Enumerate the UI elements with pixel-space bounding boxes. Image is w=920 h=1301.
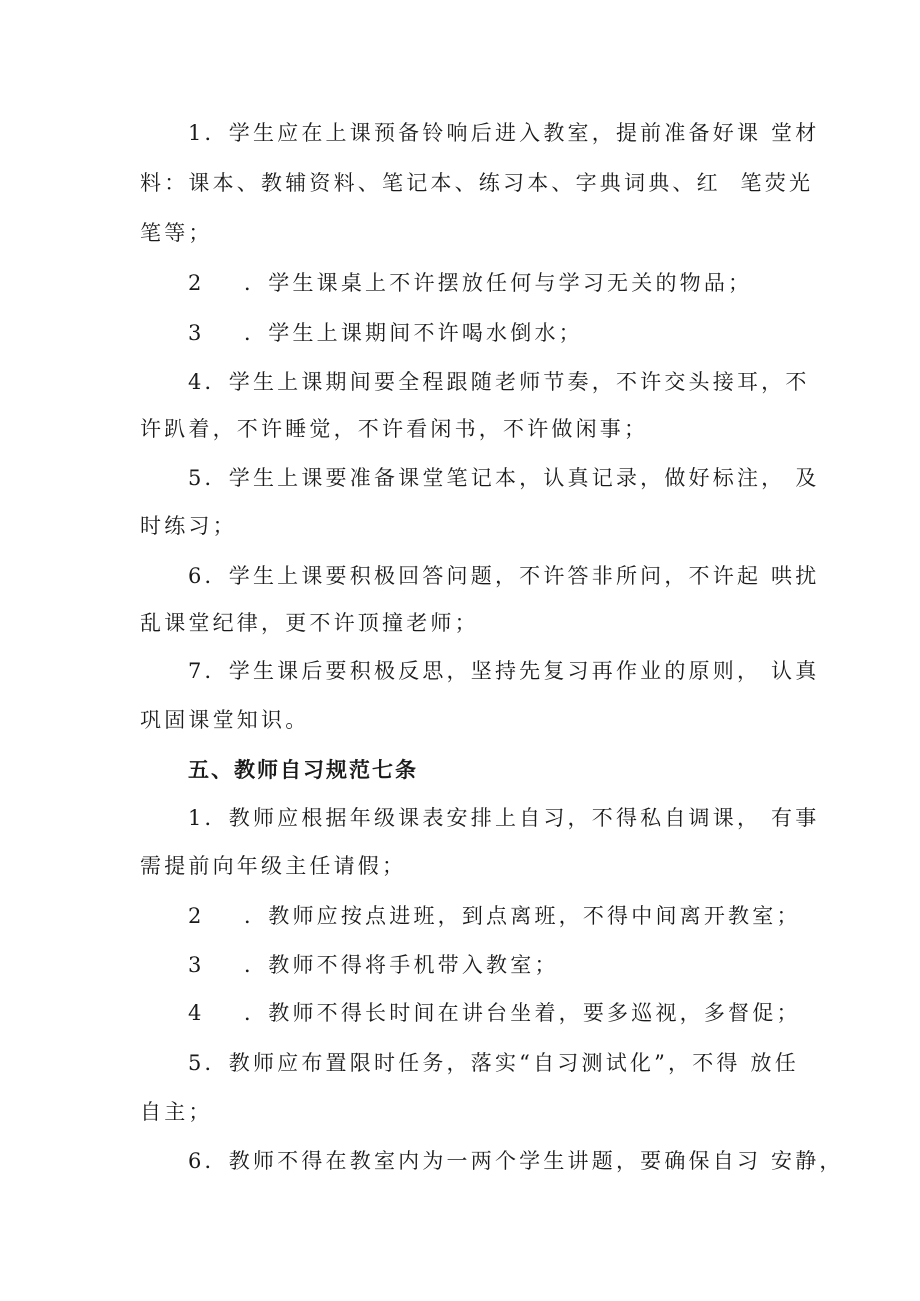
student-rule-7-line-1: 7．学生课后要积极反思，坚持先复习再作业的原则， 认真 (188, 659, 820, 683)
student-rule-5-line-1: 5．学生上课要准备课堂笔记本，认真记录，做好标注， 及 (188, 466, 820, 490)
student-rule-7-line-2: 巩固课堂知识。 (140, 708, 310, 732)
teacher-rule-5-line-2: 自主； (140, 1100, 213, 1124)
student-rule-4-line-1: 4．学生上课期间要全程跟随老师节奏，不许交头接耳，不 (188, 370, 810, 394)
student-rule-4-line-2: 许趴着，不许睡觉，不许看闲书，不许做闲事； (140, 417, 649, 441)
student-rule-3: 3 ．学生上课期间不许喝水倒水； (188, 321, 583, 345)
student-rule-5-line-2: 时练习； (140, 514, 237, 538)
teacher-rule-3: 3 ．教师不得将手机带入教室； (188, 953, 559, 977)
teacher-rule-6-line-1: 6．教师不得在教室内为一两个学生讲题，要确保自习 安静， (188, 1149, 844, 1173)
student-rule-1-line-3: 笔等； (140, 221, 213, 245)
student-rule-1-line-2: 料：课本、教辅资料、笔记本、练习本、字典词典、红 笔荧光 (140, 171, 814, 195)
teacher-rule-4: 4 ．教师不得长时间在讲台坐着，要多巡视，多督促； (188, 1001, 801, 1025)
section-heading: 五、教师自习规范七条 (188, 758, 418, 782)
student-rule-6-line-2: 乱课堂纪律，更不许顶撞老师； (140, 611, 479, 635)
teacher-rule-1-line-2: 需提前向年级主任请假； (140, 854, 407, 878)
student-rule-6-line-1: 6．学生上课要积极回答问题，不许答非所问，不许起 哄扰 (188, 564, 820, 588)
teacher-rule-5-line-1: 5．教师应布置限时任务，落实“自习测试化”，不得 放任 (188, 1051, 799, 1075)
teacher-rule-2: 2 ．教师应按点进班，到点离班，不得中间离开教室； (188, 904, 801, 928)
student-rule-1-line-1: 1．学生应在上课预备铃响后进入教室，提前准备好课 堂材 (188, 121, 820, 145)
teacher-rule-1-line-1: 1．教师应根据年级课表安排上自习，不得私自调课， 有事 (188, 806, 820, 830)
student-rule-2: 2 ．学生课桌上不许摆放任何与学习无关的物品； (188, 271, 753, 295)
